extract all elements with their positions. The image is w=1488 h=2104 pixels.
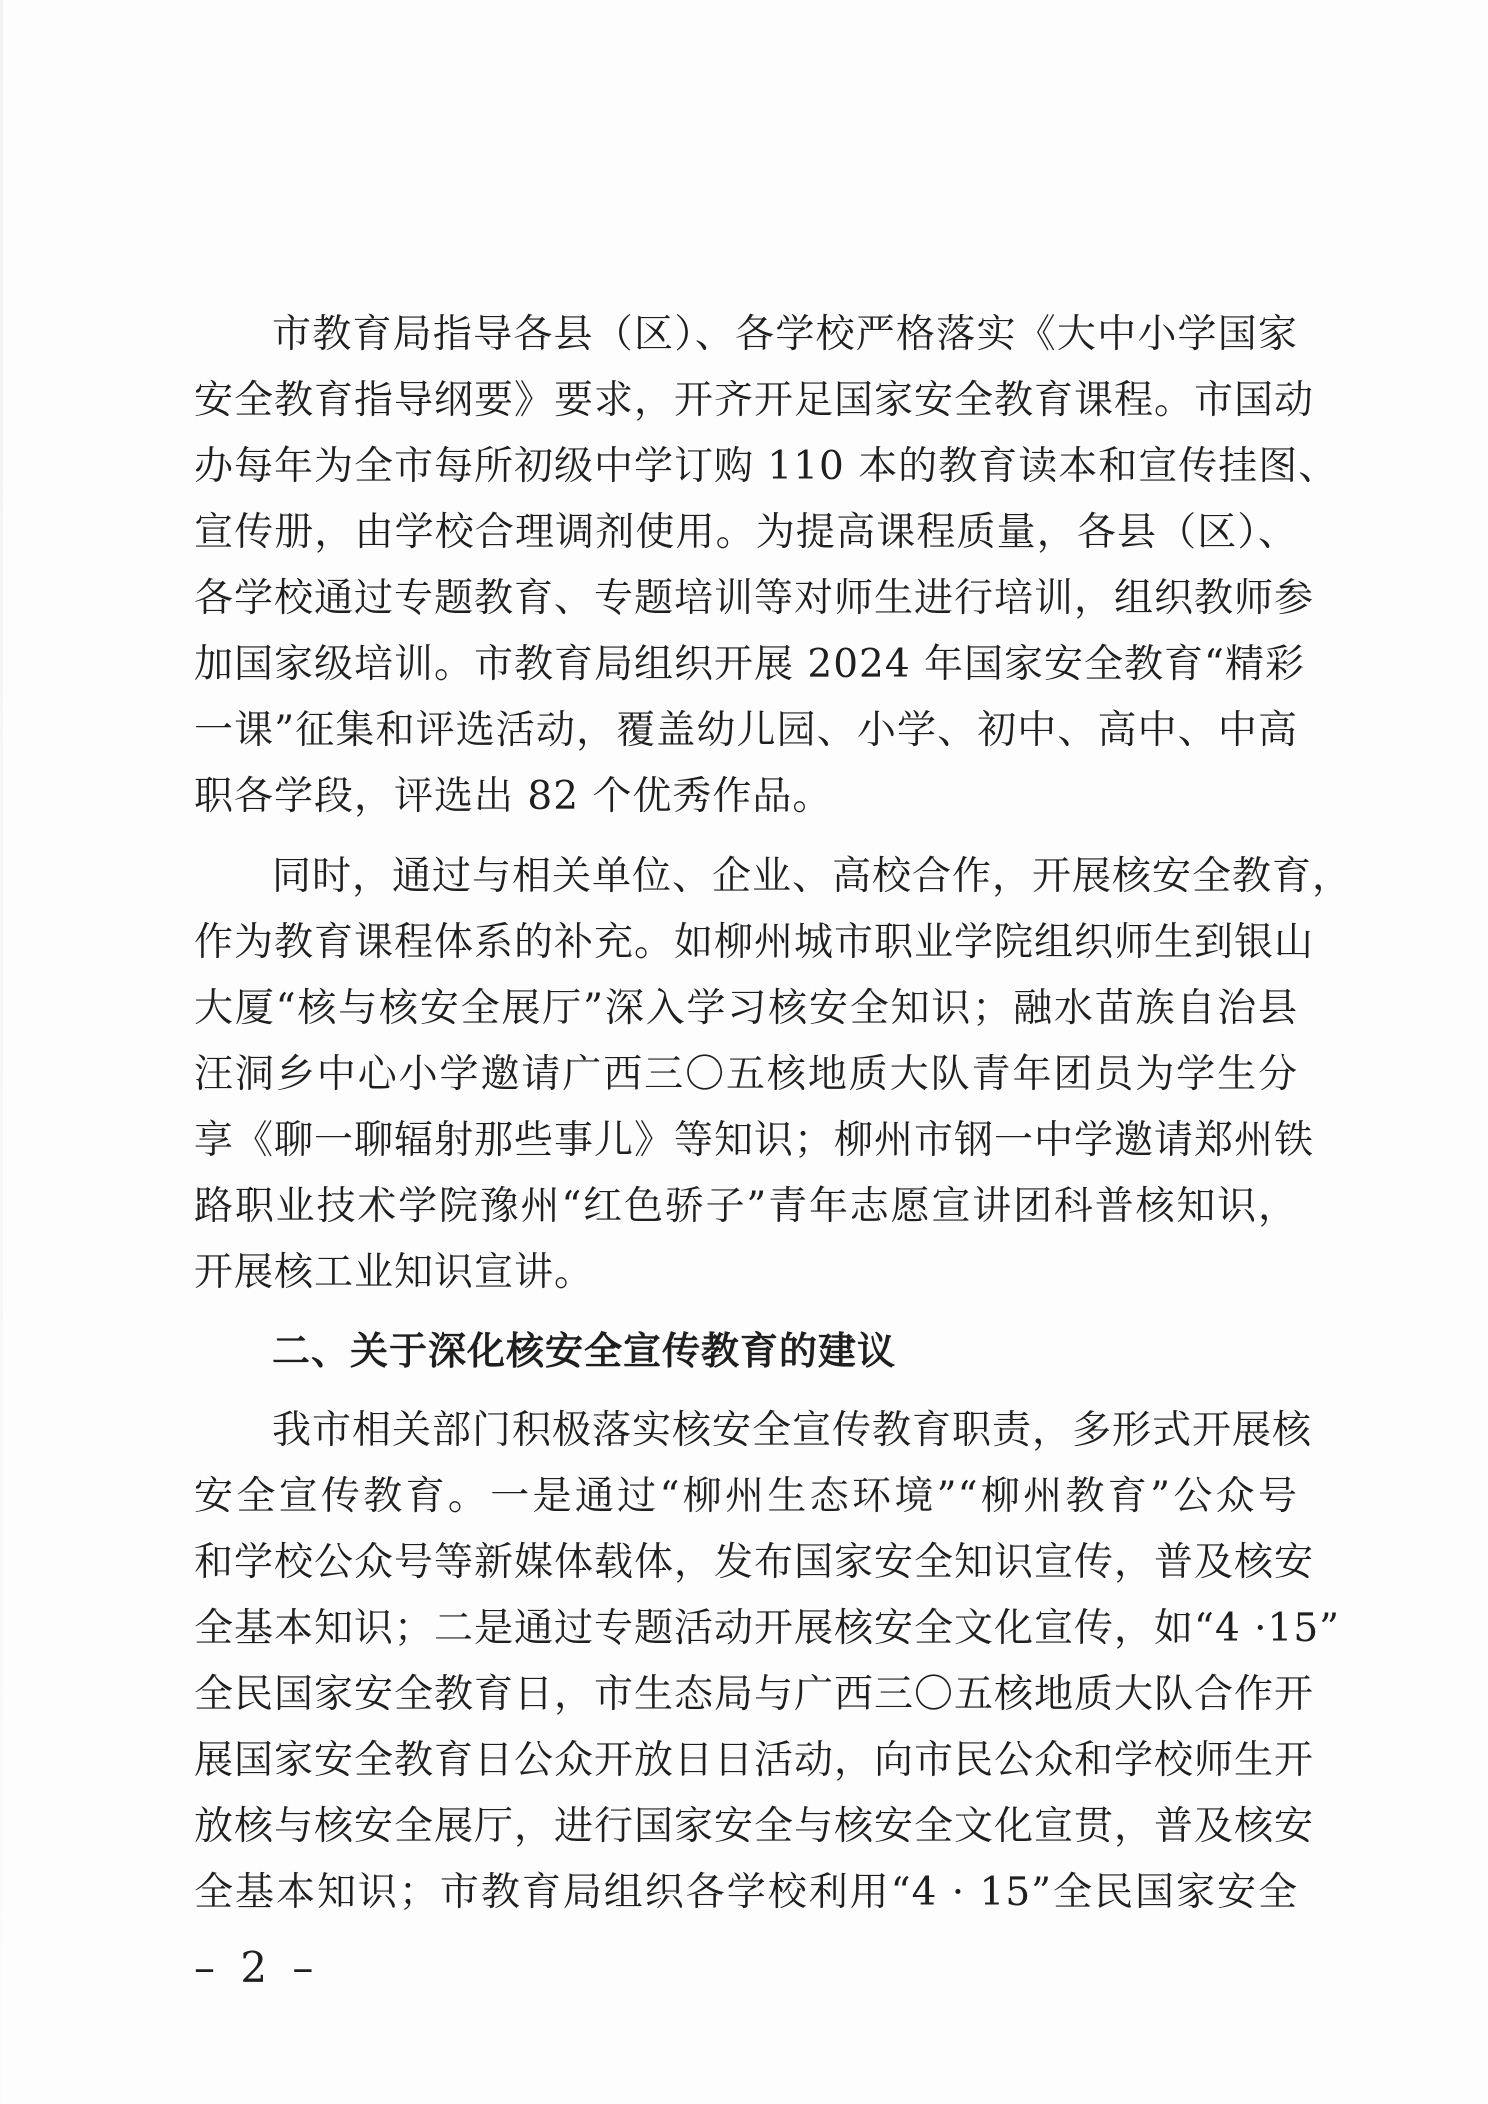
body-text-line: 全民国家安全教育日，市生态局与广西三〇五核地质大队合作开 (194, 1672, 1315, 1717)
body-text-line: 一课”征集和评选活动，覆盖幼儿园、小学、初中、高中、中高 (194, 708, 1298, 753)
body-text-line: 办每年为全市每所初级中学订购 110 本的教育读本和宣传挂图、 (194, 444, 1339, 489)
body-text-line: 市教育局指导各县（区）、各学校严格落实《大中小学国家 (272, 312, 1298, 357)
body-text-line: 放核与核安全展厅，进行国家安全与核安全文化宣贯，普及核安 (194, 1804, 1315, 1849)
body-text-line: 各学校通过专题教育、专题培训等对师生进行培训，组织教师参 (194, 576, 1315, 621)
body-text-line: 同时，通过与相关单位、企业、高校合作，开展核安全教育， (272, 854, 1353, 899)
body-text-line: 和学校公众号等新媒体载体，发布国家安全知识宣传，普及核安 (194, 1540, 1315, 1585)
body-text-line: 展国家安全教育日公众开放日日活动，向市民公众和学校师生开 (194, 1738, 1315, 1783)
body-text-line: 全基本知识；市教育局组织各学校利用“4 · 15”全民国家安全 (194, 1870, 1298, 1915)
body-text-line: 安全教育指导纲要》要求，开齐开足国家安全教育课程。市国动 (194, 378, 1315, 423)
body-text-line: 大厦“核与核安全展厅”深入学习核安全知识；融水苗族自治县 (194, 986, 1298, 1031)
scan-edge (0, 0, 3, 2104)
body-text-line: 开展核工业知识宣讲。 (194, 1250, 595, 1295)
body-text-line: 我市相关部门积极落实核安全宣传教育职责，多形式开展核 (272, 1408, 1313, 1453)
body-text-line: 职各学段，评选出 82 个优秀作品。 (194, 774, 833, 819)
body-text-line: 汪洞乡中心小学邀请广西三〇五核地质大队青年团员为学生分 (194, 1052, 1298, 1097)
body-text-line: 路职业技术学院豫州“红色骄子”青年志愿宣讲团科普核知识， (194, 1184, 1298, 1229)
section-heading: 二、关于深化核安全宣传教育的建议 (272, 1329, 897, 1373)
body-text-line: 享《聊一聊辐射那些事儿》等知识；柳州市钢一中学邀请郑州铁 (194, 1118, 1315, 1163)
body-text-line: 全基本知识；二是通过专题活动开展核安全文化宣传，如“4 ·15” (194, 1606, 1341, 1651)
page-number: – 2 – (194, 1943, 320, 1992)
body-text-line: 安全宣传教育。一是通过“柳州生态环境”“柳州教育”公众号 (194, 1474, 1298, 1519)
body-text-line: 加国家级培训。市教育局组织开展 2024 年国家安全教育“精彩 (194, 642, 1305, 687)
body-text-line: 作为教育课程体系的补充。如柳州城市职业学院组织师生到银山 (194, 920, 1315, 965)
body-text-line: 宣传册，由学校合理调剂使用。为提高课程质量，各县（区）、 (194, 510, 1298, 555)
